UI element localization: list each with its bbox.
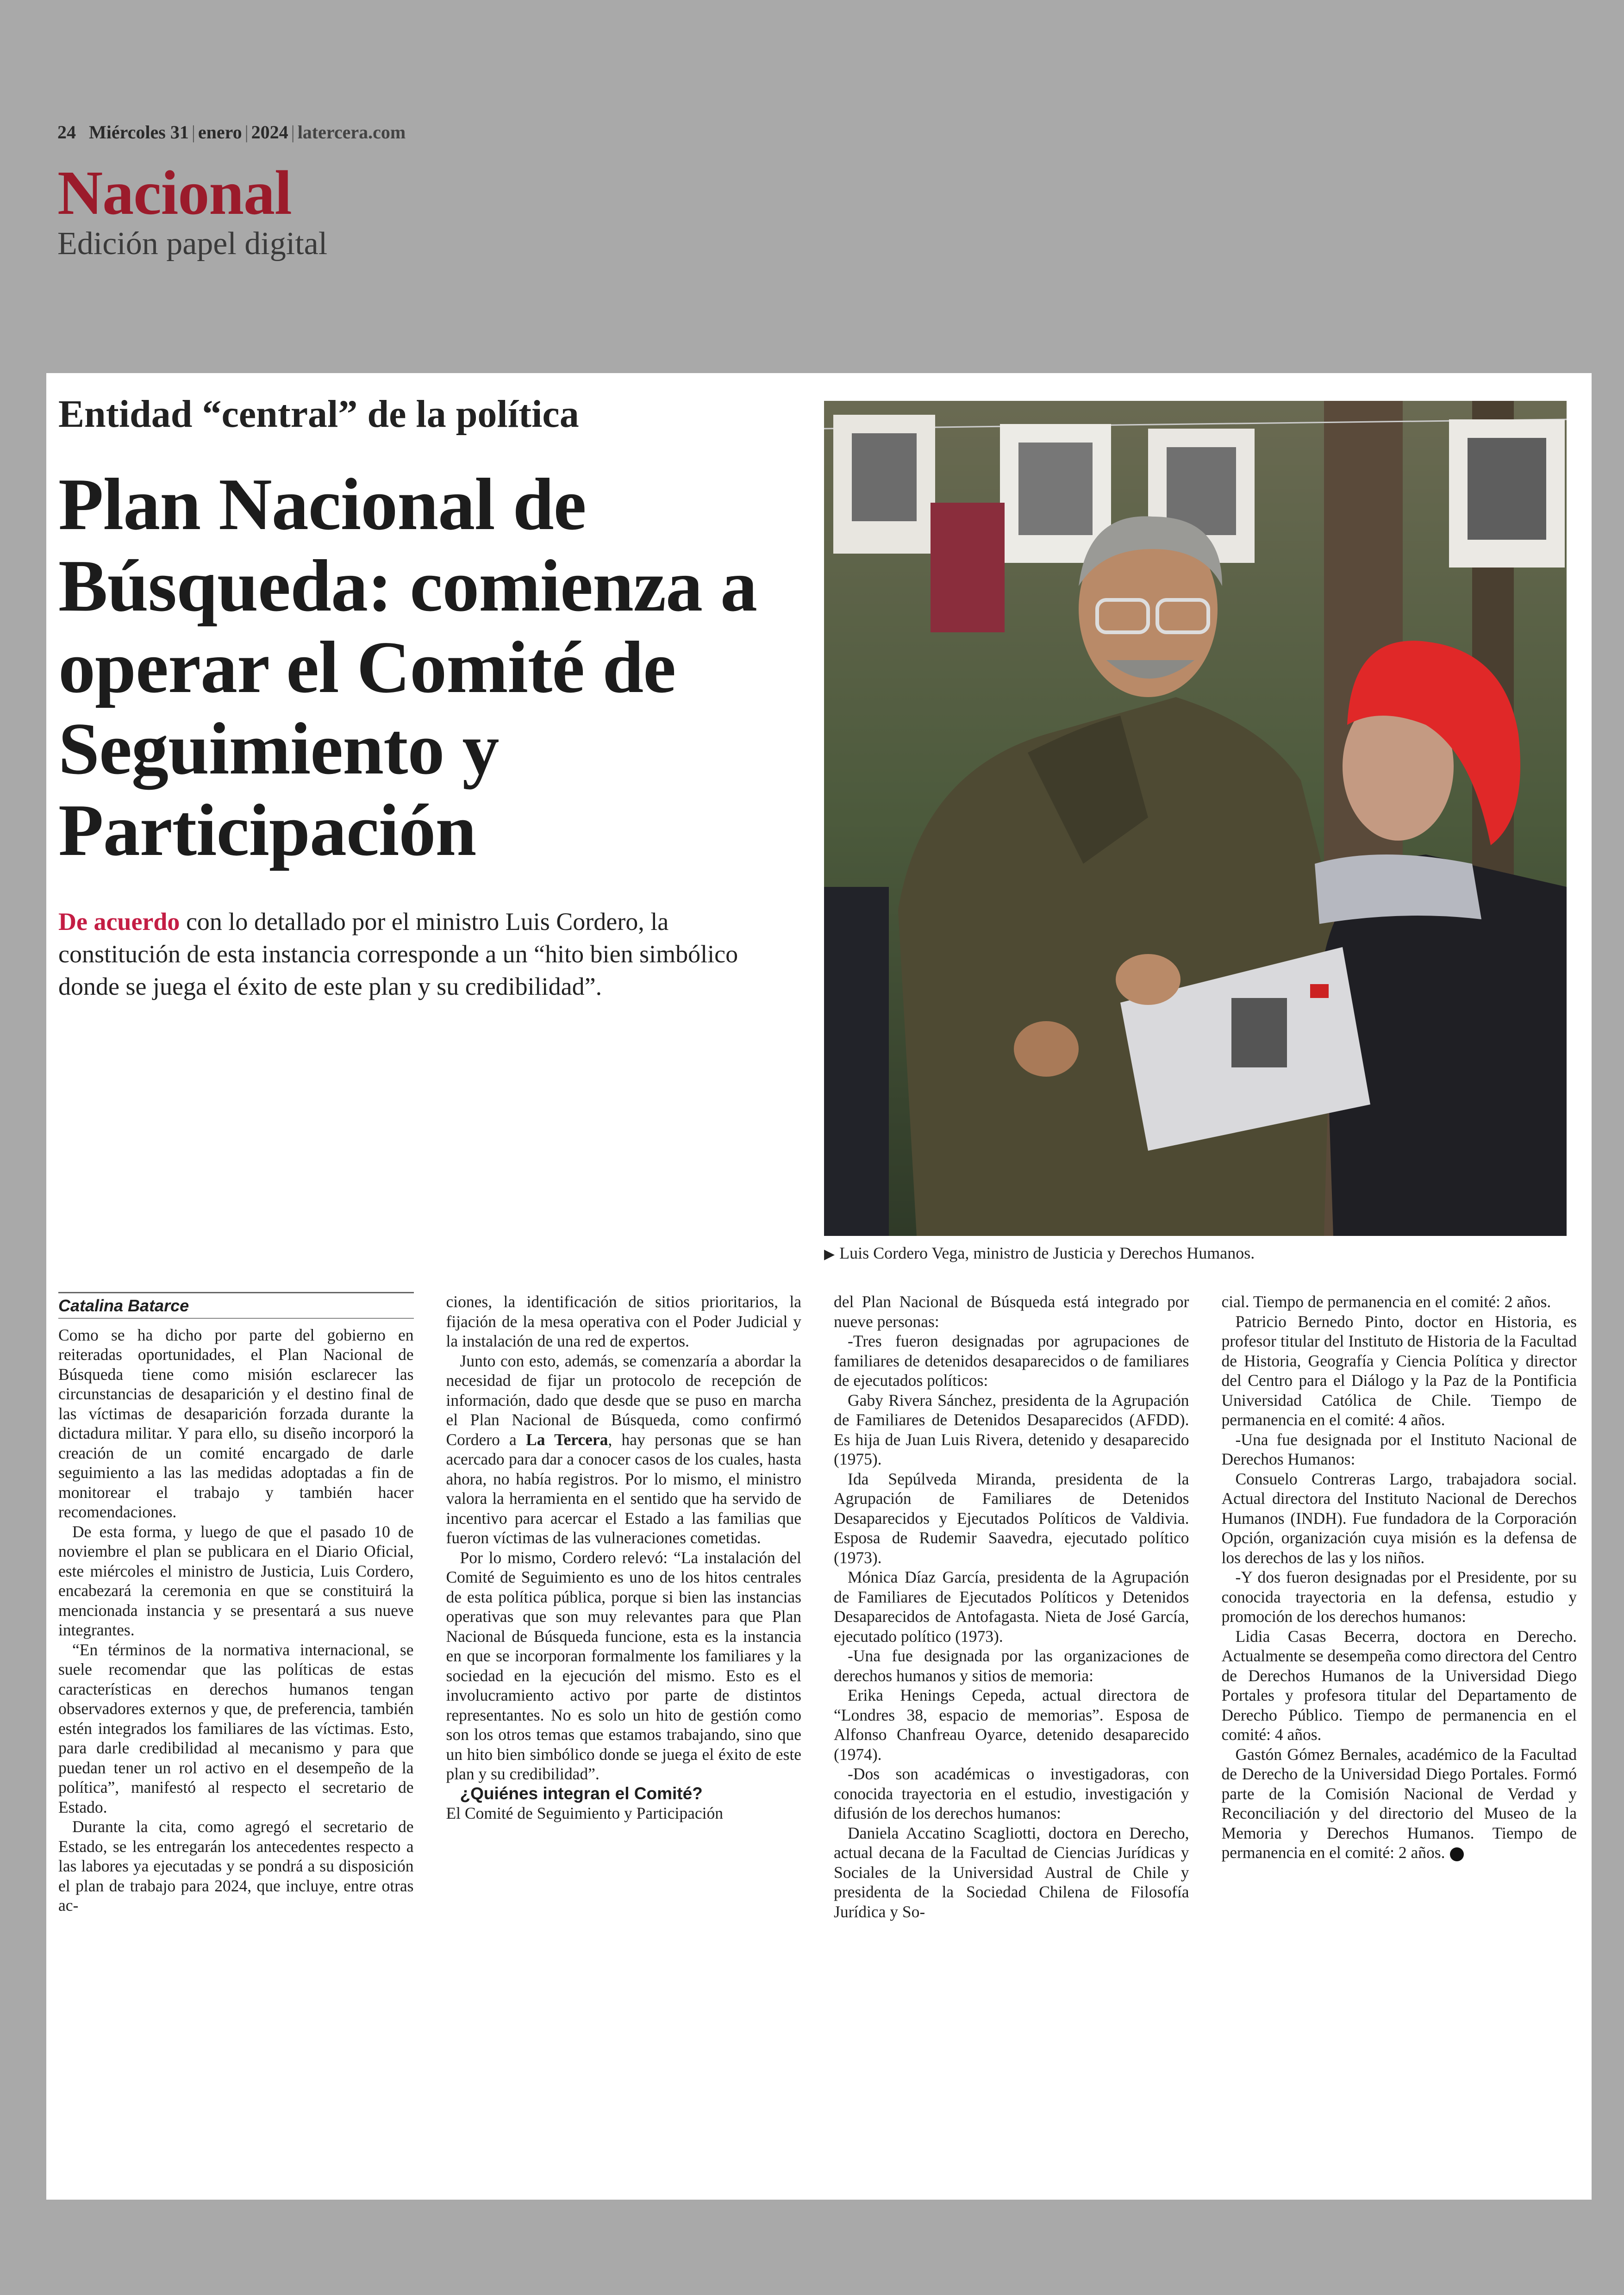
paragraph: De esta forma, y luego de que el pasado 10 de noviembre el plan se publicara en el Diario Oficial, este miércoles el ministro de Justicia, Luis Cordero, encabezará la ceremonia en que se constituirá la mencionada instancia y se presentará a sus nueve integrantes. (58, 1522, 414, 1639)
paragraph: cial. Tiempo de permanencia en el comité: 2 años. (1221, 1292, 1551, 1311)
photo-caption (824, 1243, 1567, 1263)
article-body (58, 1292, 1577, 2181)
paragraph: Ida Sepúlveda Miranda, presidenta de la Agrupación de Familiares de Detenidos Desaparecidos y Ejecutados Políticos de Valdivia. Esposa de Rudemir Saavedra, ejecutado político (1973). (834, 1469, 1189, 1567)
paragraph-text: , hay personas que se han acercado para dar a conocer casos de los cuales, hasta ahora, no había registros. Por lo mismo, el ministro valora la herramienta en el sentido que ha servido de incentivo para acercar el Estado a las familias que fueron víctimas de las vulneraciones cometidas. (446, 1430, 802, 1547)
paragraph: Consuelo Contreras Largo, trabajadora social. Actual directora del Instituto Nacional de Derechos Humanos (INDH). Fue fundadora de la Corporación Opción, organización cuya misión es la defensa de los derechos de las y los niños. (1221, 1469, 1577, 1567)
body-column-2 (446, 1292, 802, 2181)
page-number: 24 (57, 122, 76, 143)
paragraph-text: Gastón Gómez Bernales, académico de la Facultad de Derecho de la Universidad Diego Portales. Formó parte de la Comisión Nacional de Verdad y Reconciliación y del directorio del Museo de la Memoria y Derechos Humanos. Tiempo de permanencia en el comité: 2 años. (1221, 1745, 1577, 1862)
paragraph: Mónica Díaz García, presidenta de la Agrupación de Familiares de Ejecutados Políticos y Detenidos Desaparecidos de Antofagasta. Nieta de José García, ejecutado político (1973). (834, 1568, 1189, 1646)
paragraph-text: Junto con esto, además, se comenzaría a abordar la necesidad de fijar un protocolo de recepción de información, dado que desde que se puso en marcha el Plan Nacional de Búsqueda, como confirmó Cordero a (446, 1351, 801, 1449)
body-column-4 (1222, 1292, 1577, 2181)
lede-rest: con lo detallado por el ministro Luis Cordero, la constitución de esta instancia corresponde a un “hito bien simbólico donde se juega el éxito de este plan y su credibilidad”. (58, 908, 738, 1000)
body-column-3 (834, 1292, 1189, 2181)
paragraph: “En términos de la normativa internacional, se suele recomendar que las políticas de estas características en derechos humanos tengan observadores externos y que, de preferencia, también estén integrados los familiares de las víctimas. Esto, para darle credibilidad al mecanismo y para que puedan tener un rol activo en el desempeño de la política”, manifestó al respecto el secretario de Estado. (58, 1640, 414, 1816)
site-link[interactable]: latercera.com (297, 122, 406, 143)
folio-year: 2024 (251, 122, 288, 143)
paragraph: Erika Henings Cepeda, actual directora de “Londres 38, espacio de memorias”. Esposa de Alfonso Chanfreau Oyarce, detenido desaparecido (1974). (834, 1686, 1189, 1764)
byline: Catalina Batarce (58, 1292, 414, 1319)
paragraph: -Y dos fueron designadas por el Presidente, por su conocida trayectoria en la defensa, estudio y promoción de los derechos humanos: (1221, 1568, 1577, 1626)
newspaper-name: La Tercera (526, 1430, 608, 1449)
folio-line: 24 Miércoles 31 | enero | 2024 | latercera.com (57, 122, 406, 143)
article-page (46, 373, 1592, 2200)
paragraph: Gaby Rivera Sánchez, presidenta de la Agrupación de Familiares de Detenidos Desaparecidos (AFDD). Es hija de Juan Luis Rivera, detenido y desaparecido (1975). (834, 1391, 1189, 1468)
article-photo (824, 401, 1567, 1236)
paragraph: Como se ha dicho por parte del gobierno en reiteradas oportunidades, el Plan Nacional de Búsqueda tiene como misión esclarecer las circunstancias de desaparición y el destino final de las víctimas de desaparición forzada durante la dictadura militar. Y para ello, su diseño incorporó la creación de un comité encargado de darle seguimiento a las las medidas adoptadas a fin de monitorear el trabajo y también hacer recomendaciones. (58, 1325, 414, 1521)
folio-month: enero (198, 122, 242, 143)
body-column-1 (58, 1292, 414, 2181)
article-kicker: Entidad “central” de la política (58, 393, 579, 436)
masthead (57, 121, 406, 262)
paragraph: Daniela Accatino Scagliotti, doctora en Derecho, actual decana de la Facultad de Ciencias Jurídicas y Sociales de la Universidad Austral de Chile y presidenta de la Sociedad Chilena de Filosofía Jurídica y So- (834, 1823, 1189, 1921)
paragraph: del Plan Nacional de Búsqueda está integrado por nueve personas: (834, 1292, 1189, 1331)
photo-illustration (824, 401, 1567, 1236)
paragraph (446, 1351, 802, 1548)
paragraph: Patricio Bernedo Pinto, doctor en Historia, es profesor titular del Instituto de Historia de la Facultad de Historia, Geografía y Ciencia Política y director del Centro para el Diálogo y la Paz de la Pontificia Universidad Católica de Chile. Tiempo de permanencia en el comité: 4 años. (1221, 1312, 1577, 1429)
section-title: Nacional (57, 158, 292, 228)
caption-triangle-icon: ▶ (824, 1247, 835, 1262)
lede-lead: De acuerdo (58, 908, 180, 935)
article-headline: Plan Nacional de Búsqueda: comienza a operar el Comité de Seguimiento y Participación (58, 463, 757, 871)
paragraph (1222, 1745, 1577, 1863)
caption-text: Luis Cordero Vega, ministro de Justicia y Derechos Humanos. (839, 1244, 1255, 1262)
paragraph: -Dos son académicas o investigadoras, con conocida trayectoria en el estudio, investigación y difusión de los derechos humanos: (834, 1765, 1189, 1822)
paragraph: -Una fue designada por el Instituto Nacional de Derechos Humanos: (1221, 1430, 1577, 1468)
paragraph: -Tres fueron designadas por agrupaciones de familiares de detenidos desaparecidos o de familiares de ejecutados políticos: (834, 1332, 1189, 1390)
paragraph: ciones, la identificación de sitios prioritarios, la fijación de la mesa operativa con el Poder Judicial y la instalación de una red de expertos. (446, 1292, 801, 1350)
folio-day: Miércoles 31 (89, 122, 189, 143)
paragraph: El Comité de Seguimiento y Participación (446, 1804, 723, 1822)
paragraph: Por lo mismo, Cordero relevó: “La instalación del Comité de Seguimiento es uno de los hitos centrales de esta política pública, porque si bien las instancias operativas que son muy relevantes para que Plan Nacional de Búsqueda funcione, esta es la instancia en que se incorporan formalmente los familiares y la sociedad en la ejecución del mismo. Esto es el involucramiento activo por parte de distintos representantes. No es solo un hito de gestión como son los otros temas que estamos trabajando, sino que un hito bien simbólico donde se juega el éxito de este plan y su credibilidad”. (446, 1548, 801, 1783)
paragraph: Lidia Casas Becerra, doctora en Derecho. Actualmente se desempeña como directora del Centro de Derechos Humanos de la Universidad Diego Portales y profesora titular del Departamento de Derecho Público. Tiempo de permanencia en el comité: 4 años. (1221, 1627, 1577, 1744)
edition-label: Edición papel digital (57, 226, 328, 262)
end-mark-icon (1450, 1847, 1464, 1861)
section-subhead: ¿Quiénes integran el Comité? (460, 1784, 703, 1803)
paragraph: -Una fue designada por las organizaciones de derechos humanos y sitios de memoria: (834, 1646, 1189, 1685)
paragraph: Durante la cita, como agregó el secretario de Estado, se les entregarán los antecedentes respecto a las labores ya ejecutadas y se pondrá a su disposición el plan de trabajo para 2024, que incluye, entre otras ac- (58, 1817, 414, 1915)
article-lede (58, 905, 781, 1003)
